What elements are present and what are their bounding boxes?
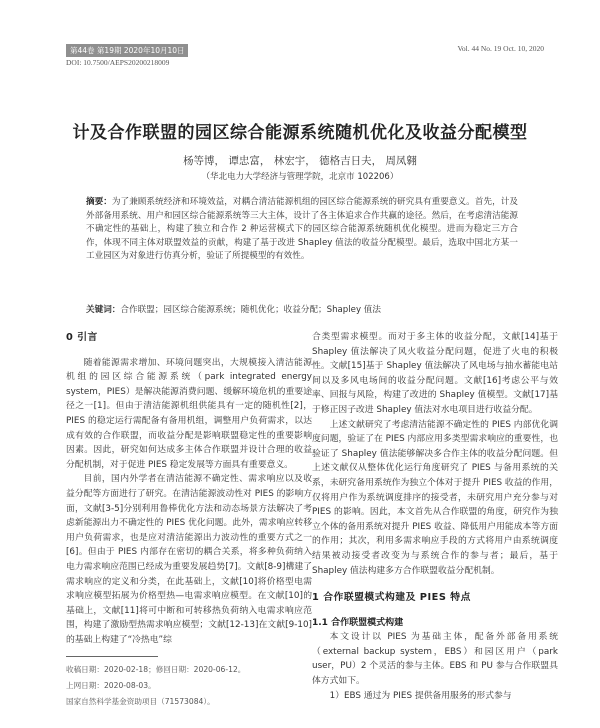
right-paragraph-1: 合类型需求模型。而对于多主体的收益分配，文献[14]基于 Shapley 值法解决了风火收益分配问题，促进了火电的积极性。文献[15]基于 Shapley 值法解决了风电场与抽水蓄能电站间以及多风电场间的收益分配问题。文献[16]考虑公平与效率、回报与风险，构建了改进的 Shapley 值模型。文献[17]基于修正因子改进 Shapley 值法对水电项目进行收益分配。 xyxy=(312,332,558,415)
abstract-text: 为了兼顾系统经济和环境效益，对耦合清洁能源机组的园区综合能源系统的研究具有重要意义。首先，计及外部备用系统、用户和园区综合能源系统等三大主体，设计了各主体追求合作共赢的途径。然后，在考虑清洁能源不确定性的基础上，构建了独立和合作 2 种运营模式下的园区综合能源系统随机优化模型。进而为稳定三方合作，体现不同主体对联盟效益的贡献，构建了基于改进 Shapley 值法的收益分配模型。最后，选取中国北方某一工业园区为对象进行仿真分析，验证了所提模型的有效性。 xyxy=(86,197,518,262)
affiliation: （华北电力大学经济与管理学院，北京市 102206） xyxy=(201,172,399,182)
section-heading-1: 1 合作联盟模式构建及 PIES 特点 xyxy=(312,592,471,604)
footnote-received: 收稿日期：2020-02-18；修回日期：2020-06-12。 xyxy=(66,665,246,674)
keywords xyxy=(86,304,518,317)
volume-label: Vol. 44 No. 19 Oct. 10, 2020 xyxy=(457,44,544,53)
keywords-text: 合作联盟；园区综合能源系统；随机优化；收益分配；Shapley 值法 xyxy=(120,305,381,315)
footnote-fund: 国家自然科学基金资助项目（71573084）。 xyxy=(66,697,215,706)
subsection-heading-1-1: 1.1 合作联盟模式构建 xyxy=(312,617,404,628)
footnote-online: 上网日期：2020-08-03。 xyxy=(66,681,156,690)
intro-paragraph-1: 随着能源需求增加、环境问题突出，大规模接入清洁能源机组的园区综合能源系统（park integrated energy system，PIES）是解决能源消费问题、缓解环境危机的重要途径之一[1]。但由于清洁能源机组供能具有一定的随机性[2]，PIES 的稳定运行需配备有备用机组，调整用户负荷需求，以达成有效的合作联盟，而收益分配是影响联盟稳定性的重要影响因素。因此，研究如何达成多主体合作联盟并设计合理的收益分配机制，对于促进 PIES 稳定发展等方面具有重要意义。 xyxy=(66,357,312,470)
abstract xyxy=(86,196,518,264)
section-heading-intro: 0 引言 xyxy=(66,332,98,343)
keywords-label: 关键词： xyxy=(86,305,121,315)
right-column xyxy=(312,330,558,728)
left-column xyxy=(66,330,312,698)
doi[interactable]: DOI: 10.7500/AEPS20200218009 xyxy=(66,58,170,67)
paper-title: 计及合作联盟的园区综合能源系统随机优化及收益分配模型 xyxy=(72,123,528,143)
authors: 杨等博， 谭忠富， 林宏宇， 德格吉日夫， 周凤翱 xyxy=(183,155,417,167)
abstract-label: 摘要： xyxy=(86,197,112,207)
journal-issue-banner: 第44卷 第19期 2020年10月10日 xyxy=(66,44,188,57)
right-paragraph-2: 上述文献研究了考虑清洁能源不确定性的 PIES 内部优化调度问题，验证了在 PIES 内部应用多类型需求响应的重要性，也验证了 Shapley 值法能够解决多合作主体的收益分配问题。但上述文献仅从整体优化运行角度研究了 PIES 与备用系统的关系，未研究备用系统作为独立个体对于提升 PIES 收益的作用，仅将用户作为系统调度排序的接受者，未研究用户充分参与对 PIES 的影响。因此，本文首先从合作联盟的角度，研究作为独立个体的备用系统对提升 PIES 收益、降低用户用能成本等方面的作用；其次，利用多需求响应手段的方式将用户由系统调度结果被动接受者改变为与系统合作的参与者；最后，基于 Shapley 值法构建多方合作联盟收益分配机制。 xyxy=(312,419,558,576)
right-paragraph-4: 1）EBS 通过为 PIES 提供备用服务的形式参与 xyxy=(329,690,512,701)
right-paragraph-3: 本文设计以 PIES 为基础主体，配备外部备用系统（external backup system，EBS）和园区用户（park user，PU）2 个灵活的参与主体。EBS 和 PU 参与合作联盟具体方式如下。 xyxy=(312,632,558,687)
intro-paragraph-2: 目前，国内外学者在清洁能源不确定性、需求响应以及收益分配等方面进行了研究。在清洁能源波动性对 PIES 的影响方面，文献[3-5]分别利用鲁棒优化方法和动态场景方法解决了考虑新能源出力不确定性的 PIES 优化问题。此外，需求响应转移用户负荷需求，也是应对清洁能源出力波动性的重要方式之一[6]。但由于 PIES 内部存在密切的耦合关系，将多种负荷纳入电力需求响应范围已经成为重要发展趋势[7]。文献[8-9]構建了需求响应的定义和分类，在此基础上，文献[10]将价格型电需求响应模型拓展为价格型热—电需求响应模型。在文献[10]的基础上，文献[11]将可中断和可转移热负荷纳入电需求响应范围，构建了激励型热需求响应模型；文献[12-13]在文献[9-10]的基础上构建了“冷热电”综 xyxy=(66,474,312,645)
footnote-divider xyxy=(66,656,158,657)
